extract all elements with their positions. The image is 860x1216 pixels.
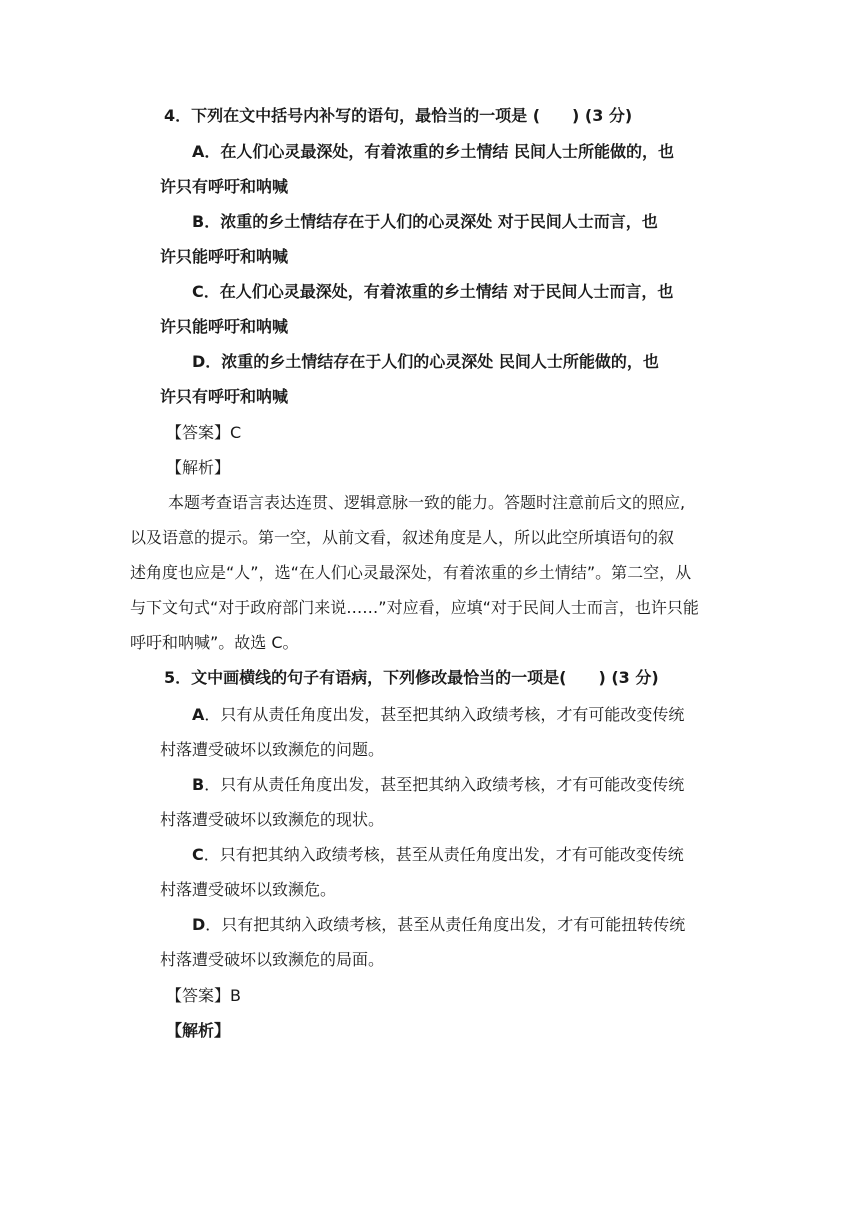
q4-option-c-line1: C．在人们心灵最深处，有着浓重的乡土情结 对于民间人士而言，也 [192,282,674,301]
q4-analysis-label: 【解析】 [166,458,231,477]
q5-option-c-line2: 村落遭受破坏以致濒危。 [160,880,337,899]
q5-option-text: ．只有把其纳入政绩考核，甚至从责任角度出发，才有可能扭转传统 [205,915,686,934]
q5-option-b-line2: 村落遭受破坏以致濒危的现状。 [160,810,385,829]
q5-option-c-line1 [192,844,684,866]
q5-option-d-line1 [192,914,685,936]
q5-option-d-line2: 村落遭受破坏以致濒危的局面。 [160,950,385,969]
q5-option-b-line1 [192,774,684,796]
q5-option-letter: B [192,775,205,794]
q4-analysis-line: 以及语意的提示。第一空，从前文看，叙述角度是人，所以此空所填语句的叙 [130,528,675,547]
q5-option-a-line2: 村落遭受破坏以致濒危的问题。 [160,740,385,759]
q5-option-letter: C [192,845,204,864]
q4-answer: 【答案】C [166,423,242,442]
q4-analysis-line: 述角度也应是“人”，选“在人们心灵最深处，有着浓重的乡土情结”。第二空，从 [130,563,692,582]
q4-option-d-line2: 许只有呼吁和呐喊 [160,387,289,406]
q4-analysis-line: 本题考查语言表达连贯、逻辑意脉一致的能力。答题时注意前后文的照应, [168,493,686,512]
q4-analysis-line: 呼吁和呐喊”。故选 C。 [130,633,299,652]
q5-option-text: ．只有从责任角度出发，甚至把其纳入政绩考核，才有可能改变传统 [204,705,685,724]
q5-option-letter: A [192,705,205,724]
q5-option-text: ．只有把其纳入政绩考核，甚至从责任角度出发，才有可能改变传统 [203,845,684,864]
q5-option-letter: D [192,915,206,934]
q5-analysis-label: 【解析】 [166,1021,231,1040]
q5-option-text: ．只有从责任角度出发，甚至把其纳入政绩考核，才有可能改变传统 [204,775,685,794]
q4-title: 4．下列在文中括号内补写的语句，最恰当的一项是 ( ) (3 分) [164,106,633,125]
q5-answer: 【答案】B [166,986,241,1005]
q4-option-a-line1: A．在人们心灵最深处，有着浓重的乡土情结 民间人士所能做的，也 [192,142,674,161]
q4-option-c-line2: 许只能呼吁和呐喊 [160,317,289,336]
q4-option-b-line1: B．浓重的乡土情结存在于人们的心灵深处 对于民间人士而言，也 [192,212,658,231]
q5-title: 5．文中画横线的句子有语病，下列修改最恰当的一项是( ) (3 分) [164,668,659,687]
q4-option-a-line2: 许只有呼吁和呐喊 [160,177,289,196]
q4-option-b-line2: 许只能呼吁和呐喊 [160,247,289,266]
q4-analysis-line: 与下文句式“对于政府部门来说……”对应看，应填“对于民间人士而言，也许只能 [130,598,699,617]
q5-option-a-line1 [192,704,684,726]
q4-option-d-line1: D．浓重的乡土情结存在于人们的心灵深处 民间人士所能做的，也 [192,352,659,371]
